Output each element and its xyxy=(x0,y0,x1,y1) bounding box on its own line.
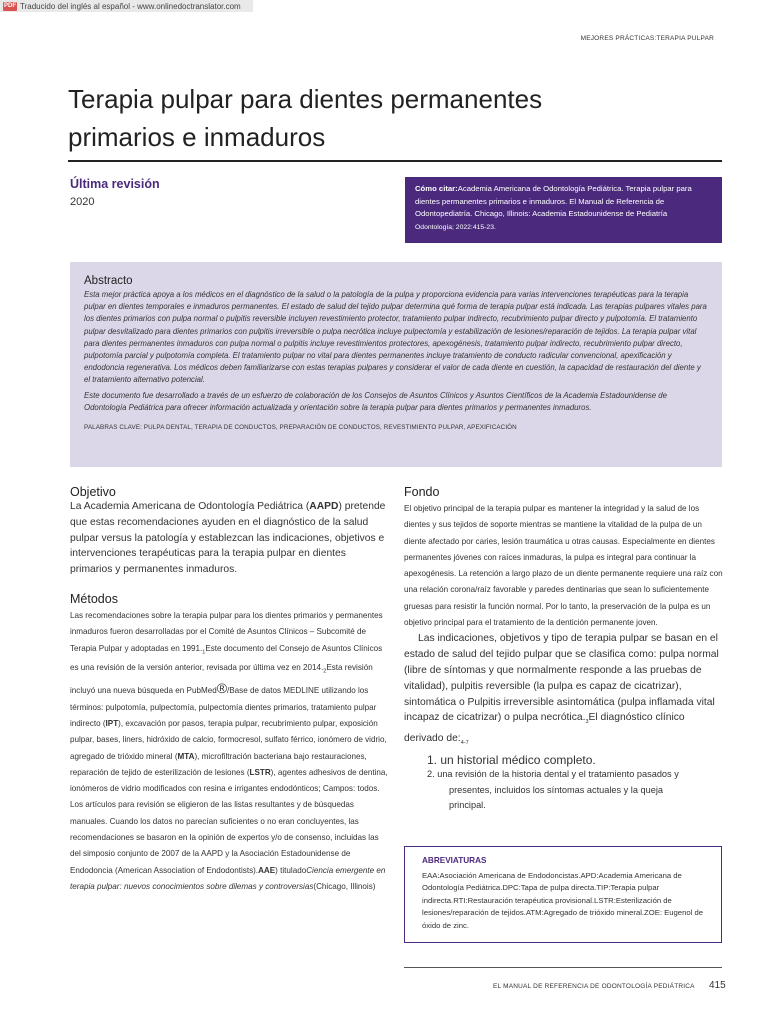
list-item-2: 2. una revisión de la historia dental y el tratamiento pasados y presentes, incluidos los síntomas actuales y la queja principal. xyxy=(427,769,679,811)
citation-label: Cómo citar: xyxy=(415,184,458,193)
abstract-paragraph-1: Esta mejor práctica apoya a los médicos en el diagnóstico de la salud o la patología de la pulpa y proporciona evidencia para varias intervenciones terapéuticas para la terapia pulpar en dientes temporales e inmaduros permanentes. El estado de salud del tejido pulpar determina qué forma de terapia pulpar está indicada. Las terapias pulpares vitales para los dientes primarios con pulpa normal o pulpitis reversible incluyen revestimiento protector, tratamiento pulpar indirecto, recubrimiento pulpar directo y pulpotomía. El tratamiento pulpar desvitalizado para dientes primarios con pulpitis irreversible o pulpa necrótica incluye pulpectomía y estabilización de lesiones/reparación de tejidos. La terapia pulpar vital para dientes permanentes inmaduros con pulpa normal o pulpitis incluye revestimientos protectores, apexogénesis, tratamiento pulpar indirecto, recubrimiento pulpar directo, pulpotomía parcial y pulpotomía completa. El tratamiento pulpar no vital para dientes permanentes incluye tratamiento de conducto radicular convencional, apexificación y endodoncia regenerativa. Los médicos deben familiarizarse con estas terapias pulpares y considerar el valor de cada diente en cuestión, la capacidad de restauración del diente y el tratamiento alternativo potencial. xyxy=(84,290,707,385)
footer-divider xyxy=(404,967,722,968)
abstract-keywords: PALABRAS CLAVE: PULPA DENTAL, TERAPIA DE CONDUCTOS, PREPARACIÓN DE CONDUCTOS, REVESTIMIENTO PULPAR, APEXIFICACIÓN xyxy=(84,424,517,432)
revision-label: Última revisión xyxy=(70,177,160,191)
abbreviations-text: EAA:Asociación Americana de Endodoncistas.APD:Academia Americana de Odontología Pediátrica.DPC:Tapa de pulpa directa.TIP:Terapia pulpar indirecta.RTI:Restauración terapéutica provisional.LSTR:Esterilización de lesiones/reparación de tejidos.ATM:Agregado de trióxido mineral.ZOE: Eugenol de óxido de zinc. xyxy=(422,871,704,930)
abbreviations-box xyxy=(404,846,722,943)
fondo-paragraph-2: Las indicaciones, objetivos y tipo de terapia pulpar se basan en el estado de salud del tejido pulpar que se clasifica como: pulpa normal (libre de síntomas y que normalmente responde a las pruebas de vitalidad), pulpitis reversible (la pulpa es capaz de cicatrizar), sintomática o Pulpitis irreversible asintomática (pulpa inflamada vital incapaz de cicatrizar) o pulpa $necrótica._3El$ diagnóstico clínico derivado $de:_{4-7}$ xyxy=(404,633,719,747)
page-title xyxy=(68,80,628,156)
page-number: 415 xyxy=(709,980,726,991)
translator-banner-text: Traducido del inglés al español - www.onlinedoctranslator.com xyxy=(20,1,241,11)
right-column xyxy=(404,485,724,814)
running-header: MEJORES PRÁCTICAS:TERAPIA PULPAR xyxy=(580,35,714,42)
page-title-line-2: primarios e inmaduros xyxy=(68,122,326,152)
list-item-1: 1. un historial médico completo. xyxy=(427,753,596,768)
fondo-heading: Fondo xyxy=(404,485,440,499)
objetivo-paragraph: La Academia Americana de Odontología Pediátrica (AAPD) pretende que estas recomendaciones ayuden en el diagnóstico de la salud pulpar versus la patología y establezcan las indicaciones, objetivos e intervenciones terapéuticas para la terapia pulpar en dientes primarios y permanentes inmaduros. xyxy=(70,501,386,576)
metodos-paragraph: Las recomendaciones sobre la terapia pulpar para los dientes primarios y permanentes inmaduros fueron desarrolladas por el Comité de Asuntos Clínicos – Subcomité de Terapia Pulpar y adoptadas en $1991._1Este$ documento del Consejo de Asuntos Clínicos es una revisión de la versión anterior, revisada por última vez en $2014._2Esta$ revisión incluyó una nueva búsqueda en PubMed®/Base de datos MEDLINE utilizando los términos: pulpotomía, pulpectomía, pulpectomía dientes primarios, tratamiento pulpar indirecto (IPT), excavación por pasos, terapia pulpar, recubrimiento pulpar, exposición pulpar, bases, liners, hidróxido de calcio, formocresol, sulfato férrico, ionómero de vidrio, agregado de trióxido mineral (MTA), microfiltración bacteriana bajo restauraciones, reparación de tejido de esterilización de lesiones (LSTR), agentes adhesivos de dentina, ionómeros de vidrio modificados con resina e irrigantes endodónticos; Campos: todos. Los artículos para revisión se eligieron de las listas resultantes y de búsquedas manuales. Cuando los datos no parecían suficientes o no eran concluyentes, las recomendaciones se basaron en la opinión de expertos y/o de consenso, incluidas las del simposio conjunto de 2007 de la AAPD y la Asociación Estadounidense de Endodoncia (American Association of Endodontists).AAE) tituladoCiencia emergente en terapia pulpar: nuevos conocimientos sobre dilemas y controversias(Chicago, Illinois) xyxy=(70,610,388,891)
translator-logo-icon: PDF xyxy=(4,2,16,9)
abbreviations-title: ABREVIATURAS xyxy=(422,856,487,865)
translator-banner[interactable] xyxy=(0,0,253,12)
abstract-paragraph-2: Este documento fue desarrollado a través de un esfuerzo de colaboración de los Consejos de Asuntos Clínicos y Asuntos Científicos de la Academia Estadounidense de Odontología Pediátrica para ofrecer información actualizada y orientación sobre la terapia pulpar para dientes primarios y permanentes inmaduros. xyxy=(84,390,667,412)
footer-manual-title: EL MANUAL DE REFERENCIA DE ODONTOLOGÍA PEDIÁTRICA xyxy=(493,983,695,990)
fondo-paragraph-1: El objetivo principal de la terapia pulpar es mantener la integridad y la salud de los dientes y sus tejidos de soporte mientras se mantiene la vitalidad de la pulpa de un diente afectado por caries, lesión traumática u otras causas. Especialmente en dientes permanentes jóvenes con raíces inmaduras, la pulpa es integral para continuar la apexogénesis. La retención a largo plazo de un diente permanente requiere una raíz con una relación corona/raíz favorable y paredes dentinarias que sean lo suficientemente gruesas para resistir la función normal. Por lo tanto, la preservación de la pulpa es un objetivo principal para el tratamiento de la dentición permanente joven. xyxy=(404,504,723,628)
citation-text-end: Odontología; 2022:415-23. xyxy=(415,223,496,231)
left-column xyxy=(70,485,388,895)
objetivo-heading: Objetivo xyxy=(70,485,116,499)
citation-text: Academia Americana de Odontología Pediátrica. Terapia pulpar para dientes permanentes primarios e inmaduros. El Manual de Referencia de Odontopediatría. Chicago, Illinois: Academia Estadounidense de Pediatría xyxy=(415,184,692,218)
title-divider xyxy=(68,160,722,162)
abstract-title: Abstracto xyxy=(84,275,133,287)
metodos-heading: Métodos xyxy=(70,591,118,606)
abstract-box xyxy=(70,262,722,467)
revision-year: 2020 xyxy=(70,196,95,208)
page-title-line-1: Terapia pulpar para dientes permanentes xyxy=(68,84,543,114)
citation-box xyxy=(405,177,722,243)
